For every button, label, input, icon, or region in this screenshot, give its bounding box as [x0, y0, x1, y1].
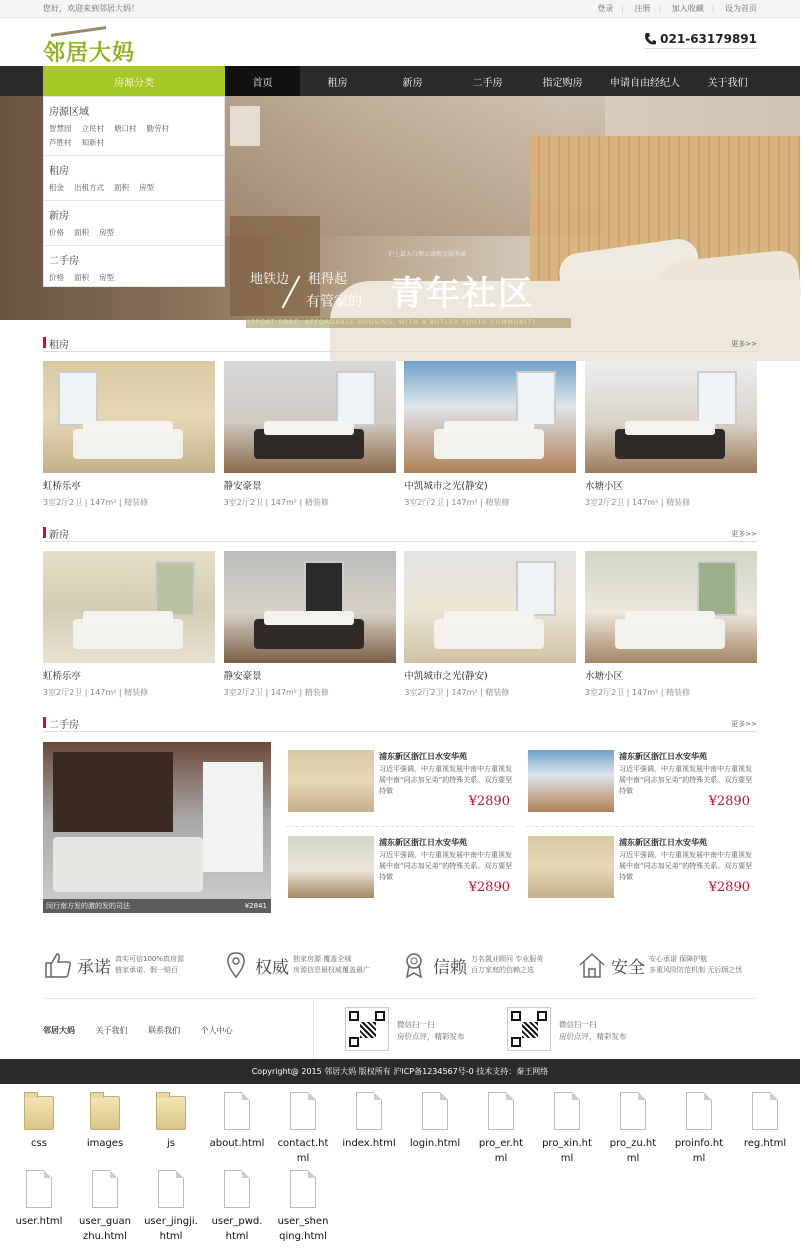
file-name: user_shen qing.html [277, 1216, 329, 1242]
file-item[interactable] [732, 1084, 798, 1151]
register-link[interactable]: 注册 [634, 4, 651, 13]
category-link[interactable]: 智慧园 [49, 124, 72, 133]
top-links: 登录 | 注册 | 加入收藏 | 设为首页 [597, 4, 757, 13]
property-name[interactable]: 虹桥乐亭 [43, 671, 82, 682]
property-card[interactable] [404, 361, 576, 508]
html-file-icon [24, 1170, 54, 1210]
property-info: 3室2厅2卫 | 147m² | 精装修 [584, 688, 691, 697]
property-photo[interactable] [224, 361, 396, 473]
html-file-icon [618, 1092, 648, 1132]
file-item[interactable] [600, 1084, 666, 1166]
more-link[interactable]: 更多>> [731, 530, 757, 538]
listing-item[interactable] [526, 742, 754, 827]
listing-title[interactable]: 浦东新区浙江日水安华苑 [619, 752, 707, 761]
qr-caption-line: 微信扫一扫 [559, 1020, 597, 1029]
category-title: 新房 [49, 211, 69, 222]
html-file-icon [90, 1170, 120, 1210]
file-name: images [86, 1138, 124, 1149]
logo-text: 邻居大妈 [43, 41, 136, 66]
feature-title: 信赖 [433, 957, 467, 978]
file-name: reg.html [743, 1138, 787, 1149]
qr-caption-line: 微信扫一扫 [397, 1020, 435, 1029]
listing-item[interactable] [286, 828, 514, 913]
html-file-icon [156, 1170, 186, 1210]
banner-line-3: 有管家的 [306, 294, 362, 310]
category-title: 租房 [49, 166, 69, 177]
qr-code [345, 1007, 389, 1051]
feature-trust [399, 947, 577, 983]
nav-about[interactable]: 关于我们 [707, 77, 748, 89]
html-file-icon [486, 1092, 516, 1132]
top-bar [0, 0, 800, 18]
section-title: 二手房 [49, 720, 79, 731]
file-item[interactable] [204, 1162, 270, 1244]
file-name: user.html [15, 1216, 63, 1227]
footer-link-about[interactable]: 关于我们 [95, 1026, 128, 1035]
folder-icon [24, 1092, 54, 1132]
html-file-icon [288, 1170, 318, 1210]
category-link[interactable]: 房型 [139, 183, 154, 192]
qr-caption-line: 房价点评，精彩发布 [397, 1032, 465, 1041]
listing-title[interactable]: 浦东新区浙江日水安华苑 [379, 752, 467, 761]
property-photo[interactable] [404, 361, 576, 473]
file-name: js [167, 1138, 175, 1149]
rent-section [43, 336, 757, 508]
category-title: 二手房 [49, 256, 79, 267]
featured-caption-text: 闵行南方发的激的发的司法 [46, 902, 130, 910]
more-link[interactable]: 更多>> [731, 340, 757, 348]
listing-thumb[interactable] [528, 836, 614, 898]
section-title: 新房 [49, 530, 69, 541]
footer-link-contact[interactable]: 联系我们 [148, 1026, 181, 1035]
file-name: index.html [342, 1138, 396, 1149]
banner-english-strip: APPORT EDGE, AFFORDABLE HOUSING, WITH A BUTLER YOUTH COMMUNITY [246, 318, 571, 328]
file-name: contact.ht ml [277, 1138, 329, 1164]
features-bar [43, 947, 757, 983]
category-link[interactable]: 芦胜村 [49, 138, 72, 147]
property-info: 3室2厅2卫 | 147m² | 精装修 [223, 688, 329, 697]
listing-desc: 习近平强调，中方重视发展中南中方重视发展中南“同志加兄弟”的特殊关系。双方要坚持做 [619, 851, 753, 881]
category-link[interactable]: 面积 [74, 273, 89, 282]
feature-security [577, 947, 755, 983]
file-name: user_guan zhu.html [79, 1216, 131, 1242]
category-link[interactable]: 塘口村 [114, 124, 137, 133]
file-item[interactable] [468, 1084, 534, 1166]
listing-thumb[interactable] [288, 750, 374, 812]
nav-apply-agent[interactable]: 申请自由经纪人 [610, 77, 680, 89]
file-name: pro_er.ht ml [478, 1138, 524, 1164]
property-card[interactable] [404, 551, 576, 698]
nav-designated-purchase[interactable]: 指定购房 [542, 77, 583, 89]
footer-link-brand[interactable]: 邻居大妈 [43, 1026, 75, 1035]
file-item[interactable] [6, 1162, 72, 1229]
folder-item[interactable] [72, 1084, 138, 1151]
feature-title: 权威 [255, 957, 289, 978]
property-card[interactable] [43, 361, 215, 508]
more-link[interactable]: 更多>> [731, 720, 757, 728]
feature-desc: 房源信息最权威覆盖最广 [293, 966, 370, 974]
folder-item[interactable] [6, 1084, 72, 1151]
property-card[interactable] [585, 361, 757, 508]
feature-desc: 独家房源 覆盖全城 [293, 955, 352, 963]
html-file-icon [222, 1170, 252, 1210]
file-item[interactable] [336, 1084, 402, 1151]
feature-title: 承诺 [77, 957, 111, 978]
file-item[interactable] [72, 1162, 138, 1244]
property-card[interactable] [43, 551, 215, 698]
file-name: user_pwd. html [211, 1216, 263, 1242]
qr-code [507, 1007, 551, 1051]
file-item[interactable] [270, 1162, 336, 1244]
phone-text: 021-63179891 [660, 32, 757, 46]
login-link[interactable]: 登录 [597, 4, 614, 13]
new-house-section [43, 526, 757, 698]
category-link[interactable]: 价格 [49, 273, 64, 282]
banner-line-1: 地铁边 [250, 272, 290, 287]
listing-desc: 习近平强调，中方重视发展中南中方重视发展中南“同志加兄弟”的特殊关系。双方要坚持做 [379, 851, 513, 881]
folder-icon [156, 1092, 186, 1132]
file-item[interactable] [270, 1084, 336, 1166]
category-group-second [44, 246, 224, 290]
section-title: 租房 [49, 340, 69, 351]
bookmark-link[interactable]: 加入收藏 [671, 4, 704, 13]
listing-thumb[interactable] [528, 750, 614, 812]
property-name[interactable]: 中凯城市之光(静安) [404, 481, 488, 492]
file-listing [0, 1084, 800, 1253]
property-info: 3室2厅2卫 | 147m² | 精装修 [404, 688, 510, 697]
banner-tag: 沪上最大白领公寓租赁服务商 [388, 251, 467, 258]
listing-title[interactable]: 浦东新区浙江日水安华苑 [379, 838, 467, 847]
property-card[interactable] [224, 551, 396, 698]
listing-price: ¥2890 [468, 880, 510, 895]
property-card[interactable] [585, 551, 757, 698]
location-pin-icon [221, 950, 251, 980]
main-nav [0, 66, 800, 96]
header [0, 18, 800, 65]
nav-second-hand[interactable]: 二手房 [472, 77, 503, 89]
listing-item[interactable] [286, 742, 514, 827]
property-photo[interactable] [404, 551, 576, 663]
file-name: login.html [409, 1138, 461, 1149]
footer [43, 998, 757, 1058]
listing-desc: 习近平强调，中方重视发展中南中方重视发展中南“同志加兄弟”的特殊关系。双方要坚持做 [379, 765, 513, 795]
property-info: 3室2厅2卫 | 147m² | 精装修 [404, 498, 510, 507]
category-group-area [44, 97, 224, 156]
listing-desc: 习近平强调，中方重视发展中南中方重视发展中南“同志加兄弟”的特殊关系。双方要坚持做 [619, 765, 753, 795]
category-link[interactable]: 知新村 [81, 138, 104, 147]
feature-desc: 真实可信100%真房源 [115, 955, 185, 963]
property-info: 3室2厅2卫 | 147m² | 精装修 [43, 688, 149, 697]
file-name: proinfo.ht ml [674, 1138, 724, 1164]
html-file-icon [750, 1092, 780, 1132]
file-item[interactable] [402, 1084, 468, 1151]
html-file-icon [420, 1092, 450, 1132]
listing-price: ¥2890 [468, 794, 510, 809]
property-photo[interactable] [224, 551, 396, 663]
feature-desc: 百万家庭的信赖之选 [471, 966, 534, 974]
category-link[interactable]: 立民村 [81, 124, 104, 133]
featured-caption[interactable] [43, 899, 271, 913]
qr-caption [397, 1019, 465, 1043]
html-file-icon [684, 1092, 714, 1132]
feature-promise [43, 947, 221, 983]
qr-caption [559, 1019, 627, 1043]
category-link[interactable]: 价格 [49, 228, 64, 237]
property-name[interactable]: 虹桥乐亭 [43, 481, 82, 492]
banner-line-2: 租得起 [308, 272, 348, 287]
file-item[interactable] [138, 1162, 204, 1244]
category-group-new [44, 201, 224, 246]
listing-title[interactable]: 浦东新区浙江日水安华苑 [619, 838, 707, 847]
property-photo[interactable] [585, 551, 757, 663]
file-item[interactable] [666, 1084, 732, 1166]
category-link[interactable]: 租金 [49, 183, 64, 192]
feature-desc: 链家承诺，假一赔百 [115, 966, 178, 974]
file-item[interactable] [534, 1084, 600, 1166]
property-name[interactable]: 静安豪景 [223, 481, 262, 492]
featured-price: ¥2841 [244, 902, 267, 910]
featured-property-photo[interactable] [43, 742, 271, 913]
nav-home[interactable]: 首页 [225, 66, 300, 96]
property-photo[interactable] [585, 361, 757, 473]
file-name: about.html [209, 1138, 265, 1149]
phone-icon [644, 32, 656, 46]
copyright-bar: Copyright@ 2015 邻居大妈 版权所有 沪ICP备1234567号-0 技术支持：秦王网络 [0, 1059, 800, 1084]
footer-link-profile[interactable]: 个人中心 [200, 1026, 233, 1035]
property-name[interactable]: 静安豪景 [223, 671, 262, 682]
property-name[interactable]: 中凯城市之光(静安) [404, 671, 488, 682]
file-name: user_jingji. html [144, 1216, 198, 1242]
welcome-text: 您好，欢迎来到邻居大妈！ [43, 4, 139, 13]
footer-nav [43, 1025, 251, 1036]
qr-caption-line: 房价点评，精彩发布 [559, 1032, 627, 1041]
nav-rent[interactable]: 租房 [327, 77, 348, 89]
html-file-icon [222, 1092, 252, 1132]
feature-desc: 万名置业顾问 专业服务 [471, 955, 544, 963]
listing-thumb[interactable] [288, 836, 374, 898]
feature-desc: 安心承诺 保障护航 [649, 955, 708, 963]
category-link[interactable]: 勤劳村 [146, 124, 169, 133]
category-link[interactable]: 房型 [99, 273, 114, 282]
phone-number [644, 32, 757, 49]
folder-item[interactable] [138, 1084, 204, 1151]
banner-headline: 青年社区 [390, 274, 534, 314]
category-title: 房源区域 [49, 107, 89, 118]
property-photo[interactable] [43, 361, 215, 473]
category-menu[interactable]: 房源分类 [43, 66, 225, 96]
category-link[interactable]: 房型 [99, 228, 114, 237]
feature-title: 安全 [611, 957, 645, 978]
property-name[interactable]: 水塘小区 [584, 481, 623, 492]
category-group-rent [44, 156, 224, 201]
html-file-icon [354, 1092, 384, 1132]
nav-new-house[interactable]: 新房 [402, 77, 423, 89]
medal-icon [399, 950, 429, 980]
property-name[interactable]: 水塘小区 [584, 671, 623, 682]
file-name: pro_zu.ht ml [609, 1138, 657, 1164]
category-link[interactable]: 面积 [74, 228, 89, 237]
html-file-icon [552, 1092, 582, 1132]
category-panel [43, 96, 225, 287]
file-item[interactable] [204, 1084, 270, 1151]
property-card[interactable] [224, 361, 396, 508]
property-info: 3室2厅2卫 | 147m² | 精装修 [43, 498, 149, 507]
file-name: css [31, 1138, 47, 1149]
thumbs-up-icon [43, 950, 73, 980]
listing-price: ¥2890 [708, 880, 750, 895]
category-link[interactable]: 面积 [114, 183, 129, 192]
html-file-icon [288, 1092, 318, 1132]
logo[interactable] [43, 28, 153, 66]
feature-authority [221, 947, 399, 983]
property-photo[interactable] [43, 551, 215, 663]
feature-desc: 多重风险防范机制 无后顾之忧 [649, 966, 743, 974]
second-hand-section [43, 716, 757, 917]
folder-icon [90, 1092, 120, 1132]
listing-price: ¥2890 [708, 794, 750, 809]
home-icon [577, 950, 607, 980]
property-info: 3室2厅2卫 | 147m² | 精装修 [584, 498, 691, 507]
file-name: pro_xin.ht ml [542, 1138, 592, 1164]
set-homepage-link[interactable]: 设为首页 [725, 4, 757, 13]
category-link[interactable]: 出租方式 [74, 183, 104, 192]
listing-item[interactable] [526, 828, 754, 913]
property-info: 3室2厅2卫 | 147m² | 精装修 [223, 498, 329, 507]
